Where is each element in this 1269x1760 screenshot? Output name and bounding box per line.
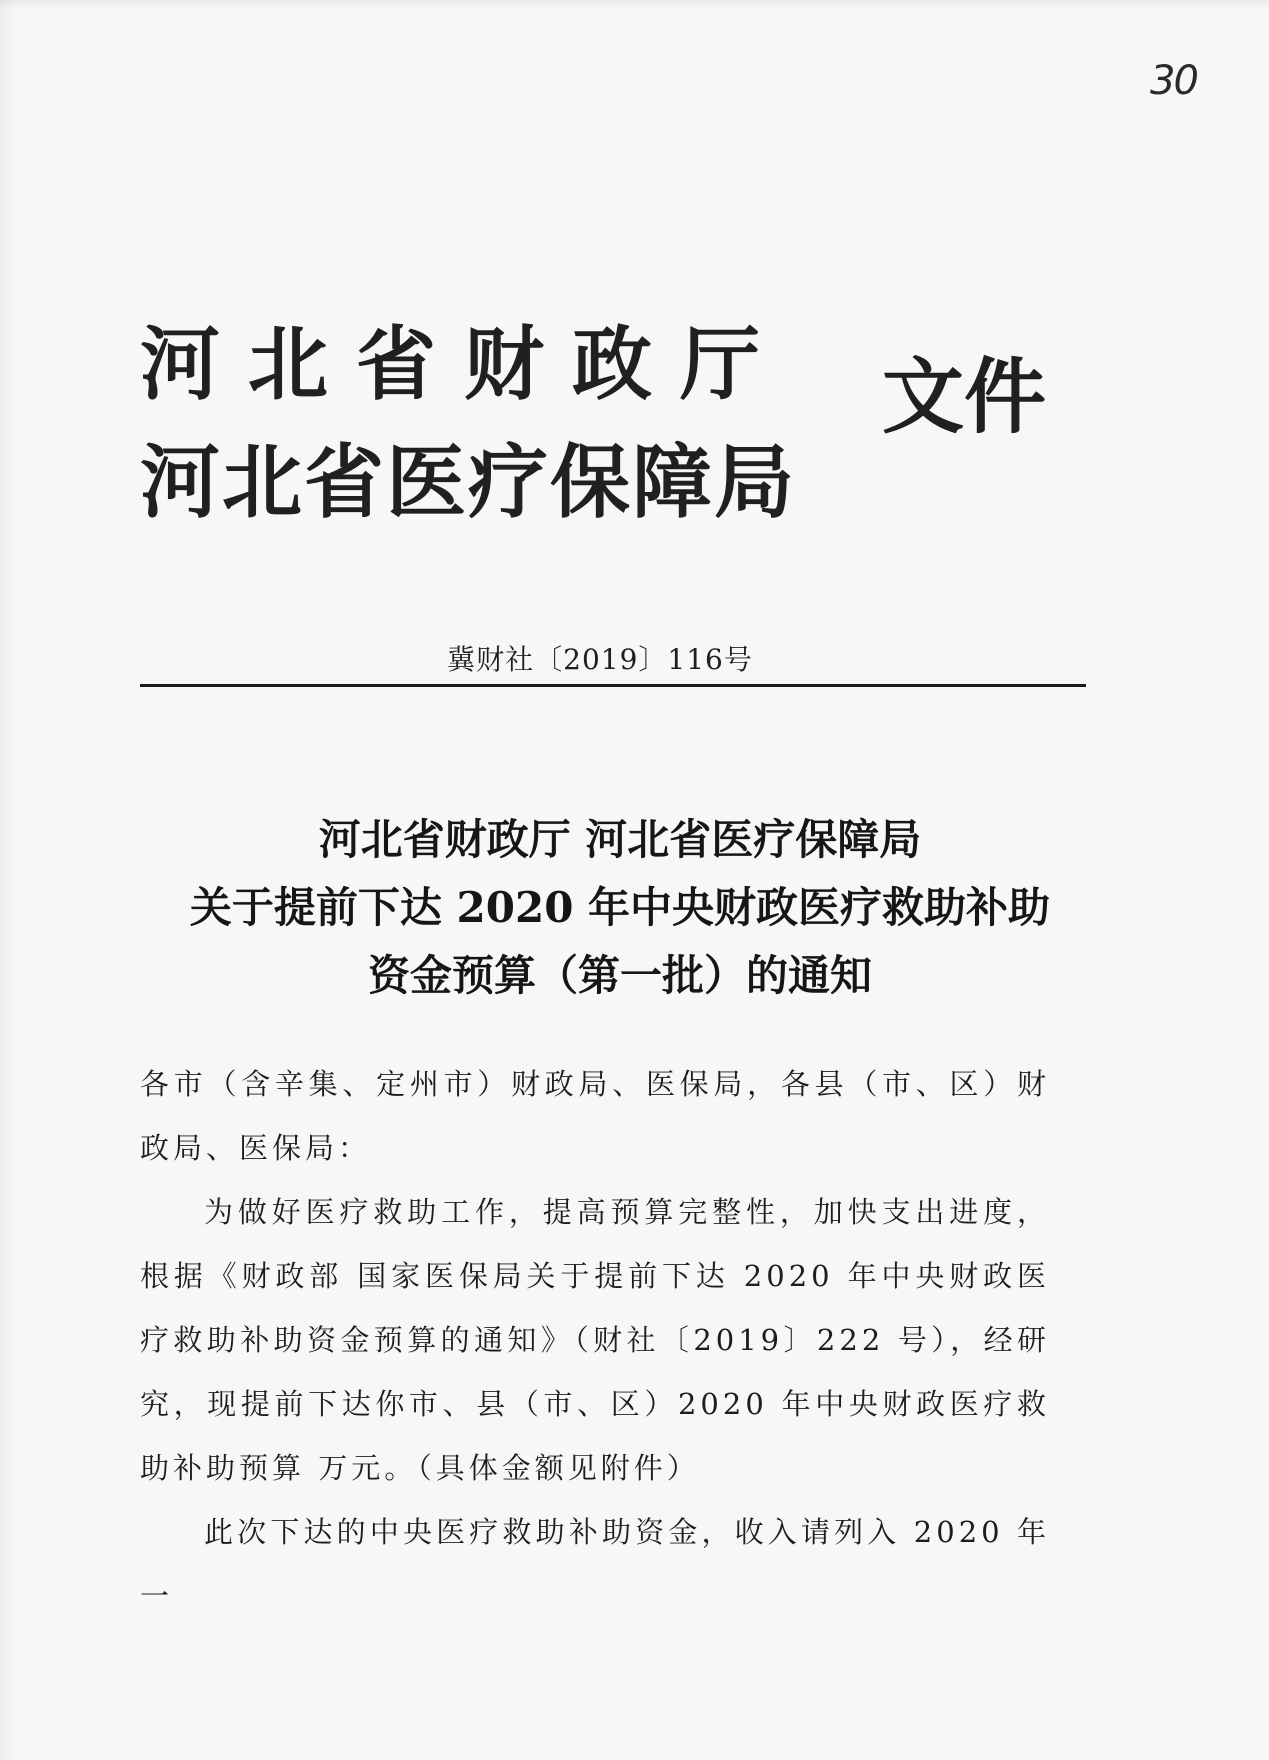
- page-number: 30: [1150, 58, 1197, 104]
- notice-title-line-2: 关于提前下达 2020 年中央财政医疗救助补助: [189, 883, 1051, 932]
- notice-title: [120, 806, 1120, 1010]
- body-paragraph-1: 为做好医疗救助工作，提高预算完整性，加快支出进度，根据《财政部 国家医保局关于提前下达 2020 年中央财政医疗救助补助资金预算的通知》（财社〔2019〕222 号），经研究，现提前下达你市、县（市、区）2020 年中央财政医疗救助补助预算 万元。（具体金额见附件）: [140, 1195, 1050, 1485]
- document-type: 文件: [882, 350, 1047, 445]
- notice-body: [140, 1052, 1050, 1628]
- issuing-agency-2: 河北省医疗保障局: [140, 436, 796, 529]
- salutation: 各市（含辛集、定州市）财政局、医保局，各县（市、区）财政局、医保局：: [140, 1067, 1050, 1165]
- notice-title-line-1: 河北省财政厅 河北省医疗保障局: [318, 815, 922, 864]
- scan-edge-shadow-top: [0, 0, 1269, 10]
- document-number: 冀财社〔2019〕116号: [447, 643, 753, 676]
- header-divider: [140, 684, 1086, 687]
- scan-edge-shadow: [0, 0, 18, 1760]
- notice-title-line-3: 资金预算（第一批）的通知: [367, 951, 872, 1000]
- body-paragraph-2: 此次下达的中央医疗救助补助资金，收入请列入 2020 年一: [140, 1515, 1050, 1613]
- issuing-agency-1: 河北省财政厅: [140, 318, 788, 411]
